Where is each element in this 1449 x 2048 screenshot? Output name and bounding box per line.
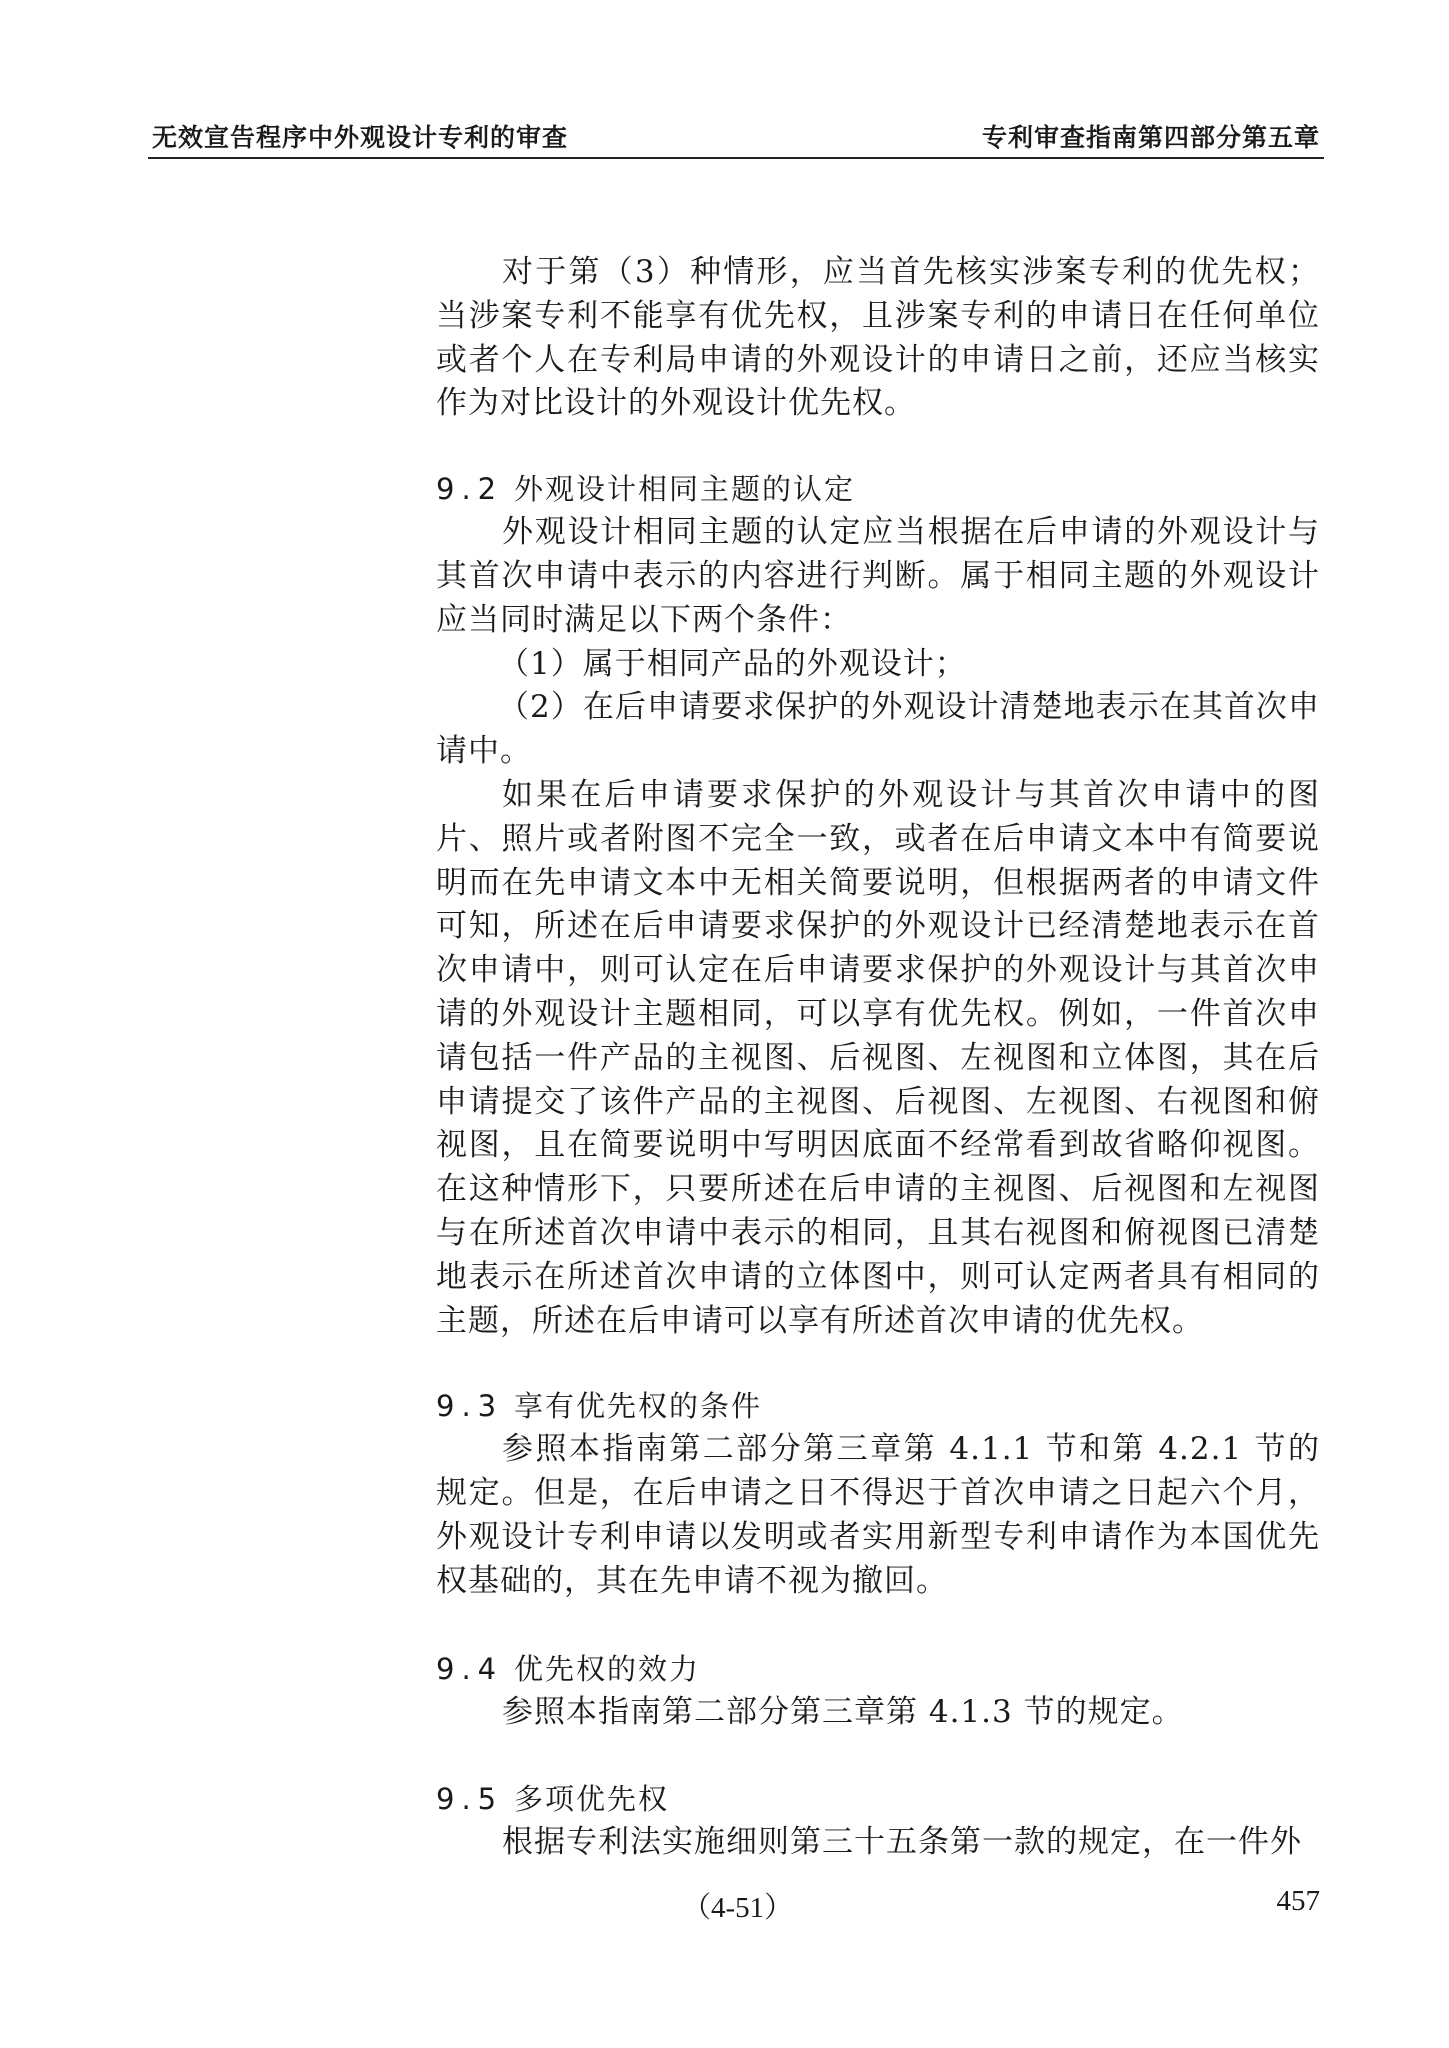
- footer-section-page: （4-51）: [682, 1892, 794, 1924]
- header-right-title: 专利审查指南第四部分第五章: [981, 123, 1320, 152]
- section-title: 优先权的效力: [514, 1651, 701, 1686]
- section-number: 9.4: [436, 1651, 504, 1686]
- page-body: [436, 251, 1320, 1865]
- section-number: 9.3: [436, 1389, 504, 1424]
- section-number: 9.5: [436, 1782, 504, 1817]
- header-divider: [148, 157, 1324, 159]
- paragraph: 根据专利法实施细则第三十五条第一款的规定，在一件外: [502, 1824, 1302, 1861]
- section-title: 享有优先权的条件: [514, 1389, 763, 1424]
- paragraph: 参照本指南第二部分第三章第 4.1.1 节和第 4.2.1 节的规定。但是，在后申请之日不得迟于首次申请之日起六个月，外观设计专利申请以发明或者实用新型专利申请作为本国优先权基础的，其在先申请不视为撤回。: [436, 1431, 1320, 1599]
- page-number: 457: [1276, 1885, 1320, 1917]
- running-header: [152, 118, 1320, 158]
- section-title: 外观设计相同主题的认定: [514, 472, 856, 507]
- list-item: （1）属于相同产品的外观设计；: [498, 645, 967, 682]
- list-item: （2）在后申请要求保护的外观设计清楚地表示在其首次申请中。: [436, 689, 1320, 770]
- paragraph: 外观设计相同主题的认定应当根据在后申请的外观设计与其首次申请中表示的内容进行判断。属于相同主题的外观设计应当同时满足以下两个条件：: [436, 514, 1320, 638]
- section-title: 多项优先权: [514, 1782, 670, 1817]
- section-heading-9-2: [436, 468, 1320, 511]
- section-heading-9-4: [436, 1648, 1320, 1691]
- intro-paragraph: 对于第（3）种情形，应当首先核实涉案专利的优先权；当涉案专利不能享有优先权，且涉案专利的申请日在任何单位或者个人在专利局申请的外观设计的申请日之前，还应当核实作为对比设计的外观设计优先权。: [436, 254, 1320, 422]
- paragraph: 参照本指南第二部分第三章第 4.1.3 节的规定。: [502, 1693, 1184, 1730]
- header-left-title: 无效宣告程序中外观设计专利的审查: [152, 123, 569, 152]
- paragraph: 如果在后申请要求保护的外观设计与其首次申请中的图片、照片或者附图不完全一致，或者在后申请文本中有简要说明而在先申请文本中无相关简要说明，但根据两者的申请文件可知，所述在后申请要求保护的外观设计已经清楚地表示在首次申请中，则可认定在后申请要求保护的外观设计与其首次申请的外观设计主题相同，可以享有优先权。例如，一件首次申请包括一件产品的主视图、后视图、左视图和立体图，其在后申请提交了该件产品的主视图、后视图、左视图、右视图和俯视图，且在简要说明中写明因底面不经常看到故省略仰视图。在这种情形下，只要所述在后申请的主视图、后视图和左视图与在所述首次申请中表示的相同，且其右视图和俯视图已清楚地表示在所述首次申请的立体图中，则可认定两者具有相同的主题，所述在后申请可以享有所述首次申请的优先权。: [436, 776, 1320, 1339]
- section-number: 9.2: [436, 472, 504, 507]
- section-heading-9-5: [436, 1778, 1320, 1821]
- section-heading-9-3: [436, 1385, 1320, 1428]
